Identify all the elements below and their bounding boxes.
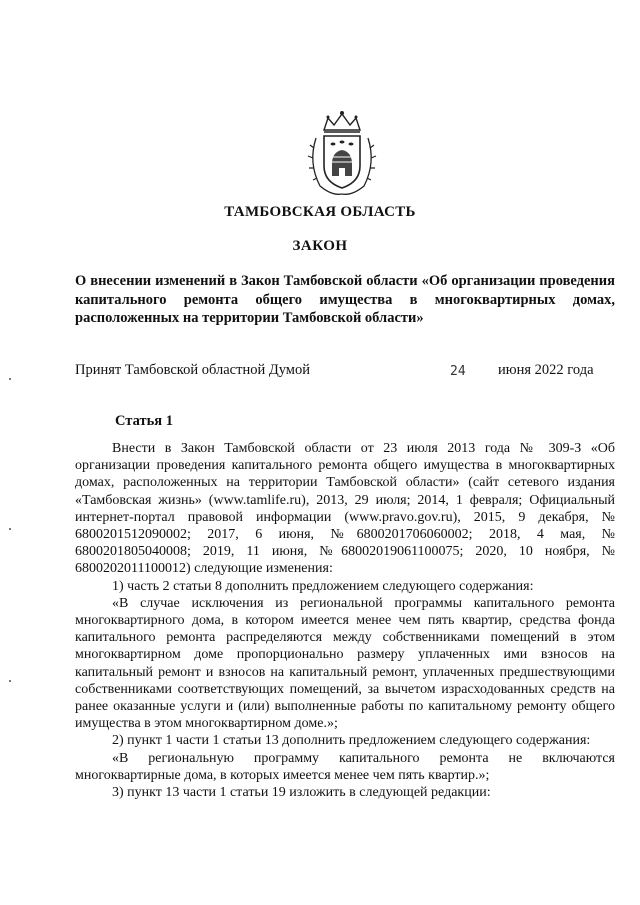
adoption-month-year: июня 2022 года xyxy=(498,362,594,378)
scan-artifact xyxy=(9,680,11,682)
scan-artifact xyxy=(9,378,11,380)
scan-artifact xyxy=(9,528,11,530)
article-paragraph: «В региональную программу капитального ремонта не включаются многоквартирные дома, в которых имеется менее чем пять квартир.»; xyxy=(75,750,615,783)
law-title: О внесении изменений в Закон Тамбовской области «Об организации проведения капитального ремонта общего имущества в многоквартирных домах, расположенных на территории Тамбовской области» xyxy=(75,273,615,326)
tambov-coat-of-arms-icon xyxy=(302,108,382,198)
article-paragraph: 1) часть 2 статьи 8 дополнить предложением следующего содержания: xyxy=(112,578,534,594)
article-paragraph: 2) пункт 1 части 1 статьи 13 дополнить предложением следующего содержания: xyxy=(112,733,591,749)
adoption-day: 24 xyxy=(450,364,466,379)
adopted-by: Принят Тамбовской областной Думой xyxy=(75,362,310,378)
article-paragraph: Внести в Закон Тамбовской области от 23 июля 2013 года № 309-З «Об организации проведения капитального ремонта общего имущества в многоквартирных домах, расположенных на территории Тамбовской области» (сайт сетевого издания «Тамбовская жизнь» (www.tamlife.ru), 2013, 29 июля; 2014, 1 февраля; Официальный интернет-портал правовой информации (www.pravo.gov.ru), 2015, 9 декабря, № 6800201512090002; 2017, 6 июня, №6800201706060002; 2018, 4 мая, № 6800201805040008; 2019, 11 июня, №6800201906110007​5; 2020, 10 ноября, № 6800202011100012) следующие изменения: xyxy=(75,441,615,577)
article-paragraph: 3) пункт 13 части 1 статьи 19 изложить в следующей редакции: xyxy=(112,785,491,801)
article-body xyxy=(75,440,615,801)
region-name: ТАМБОВСКАЯ ОБЛАСТЬ xyxy=(224,204,416,220)
document-type: ЗАКОН xyxy=(292,238,348,254)
article-paragraph: «В случае исключения из региональной программы капитального ремонта многоквартирного дома, в котором имеется менее чем пять квартир, средства фонда капитального ремонта распределяются между собственниками помещений в этом многоквартирном доме пропорционально размеру уплаченных ими взносов на капитальный ремонт и взносов на капитальный ремонт, уплаченных предшествующими собственниками соответствующих помещений, за вычетом израсходованных средств на ранее оказанные услуги и (или) выполненные работы по капитальному ремонту общего имущества в этом многоквартирном доме.»; xyxy=(75,595,615,732)
article-heading: Статья 1 xyxy=(115,413,173,429)
